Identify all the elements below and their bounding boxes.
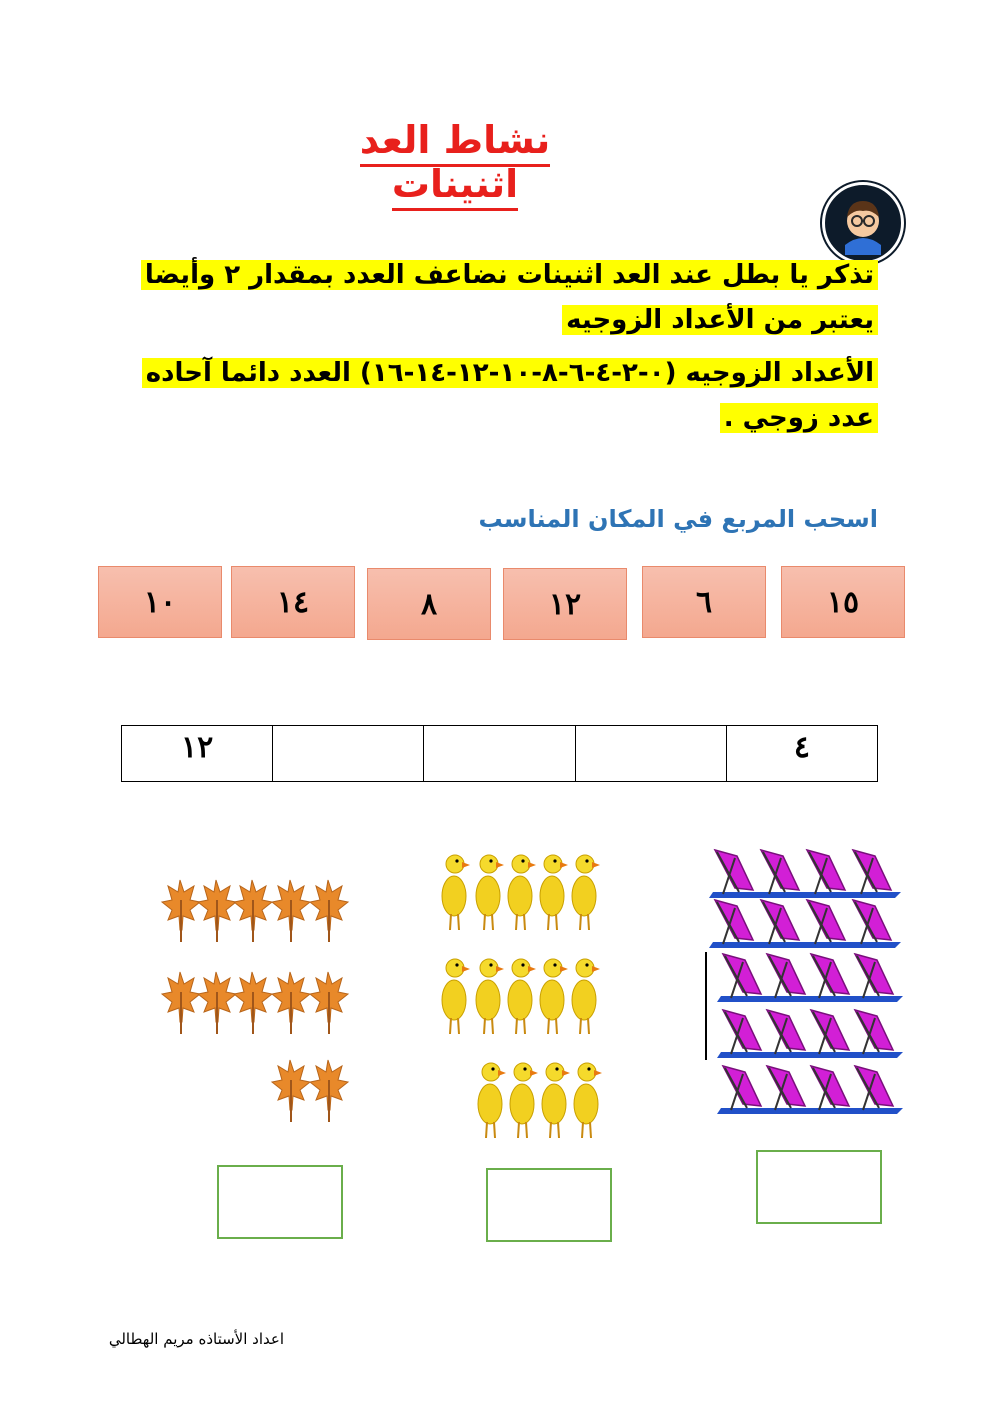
footer-author: اعداد الأستاذه مريم الهطالي <box>108 1330 284 1348</box>
drag-tile-14[interactable]: ١٤ <box>231 566 355 638</box>
sequence-cell-4[interactable] <box>272 726 423 781</box>
note-line-3: الأعداد الزوجيه (٠-٢-٤-٦-٨-١٠-١٢-١٤-١٦) العدد دائما آحاده <box>142 354 878 392</box>
instruction-text: اسحب المربع في المكان المناسب <box>478 505 878 533</box>
little-genius-logo <box>822 182 904 264</box>
beach-chairs-picture <box>703 848 903 1120</box>
sequence-table <box>121 725 878 782</box>
drag-tile-12[interactable]: ١٢ <box>503 568 627 640</box>
sequence-cell-2[interactable] <box>575 726 726 781</box>
little-genius-boy-icon <box>825 185 901 261</box>
note-line-1: تذكر يا بطل عند العد اثنينات نضاعف العدد بمقدار ٢ وأيضا <box>141 256 878 294</box>
note-line-4: عدد زوجي . <box>720 399 878 437</box>
leaves-picture <box>160 876 350 1128</box>
sequence-cell-1[interactable]: ٤ <box>726 726 877 781</box>
note-line-2: يعتبر من الأعداد الزوجيه <box>562 301 878 339</box>
drag-tile-6[interactable]: ٦ <box>642 566 766 638</box>
drag-tile-15[interactable]: ١٥ <box>781 566 905 638</box>
drag-tile-10[interactable]: ١٠ <box>98 566 222 638</box>
answer-box-leaves[interactable] <box>217 1165 343 1239</box>
sequence-cell-3[interactable] <box>423 726 574 781</box>
chicks-picture <box>436 848 604 1148</box>
answer-box-beach-chairs[interactable] <box>756 1150 882 1224</box>
sequence-cell-5[interactable]: ١٢ <box>180 730 214 765</box>
answer-box-chicks[interactable] <box>486 1168 612 1242</box>
drag-tile-8[interactable]: ٨ <box>367 568 491 640</box>
page-title: نشاط العد اثنينات <box>300 118 610 178</box>
